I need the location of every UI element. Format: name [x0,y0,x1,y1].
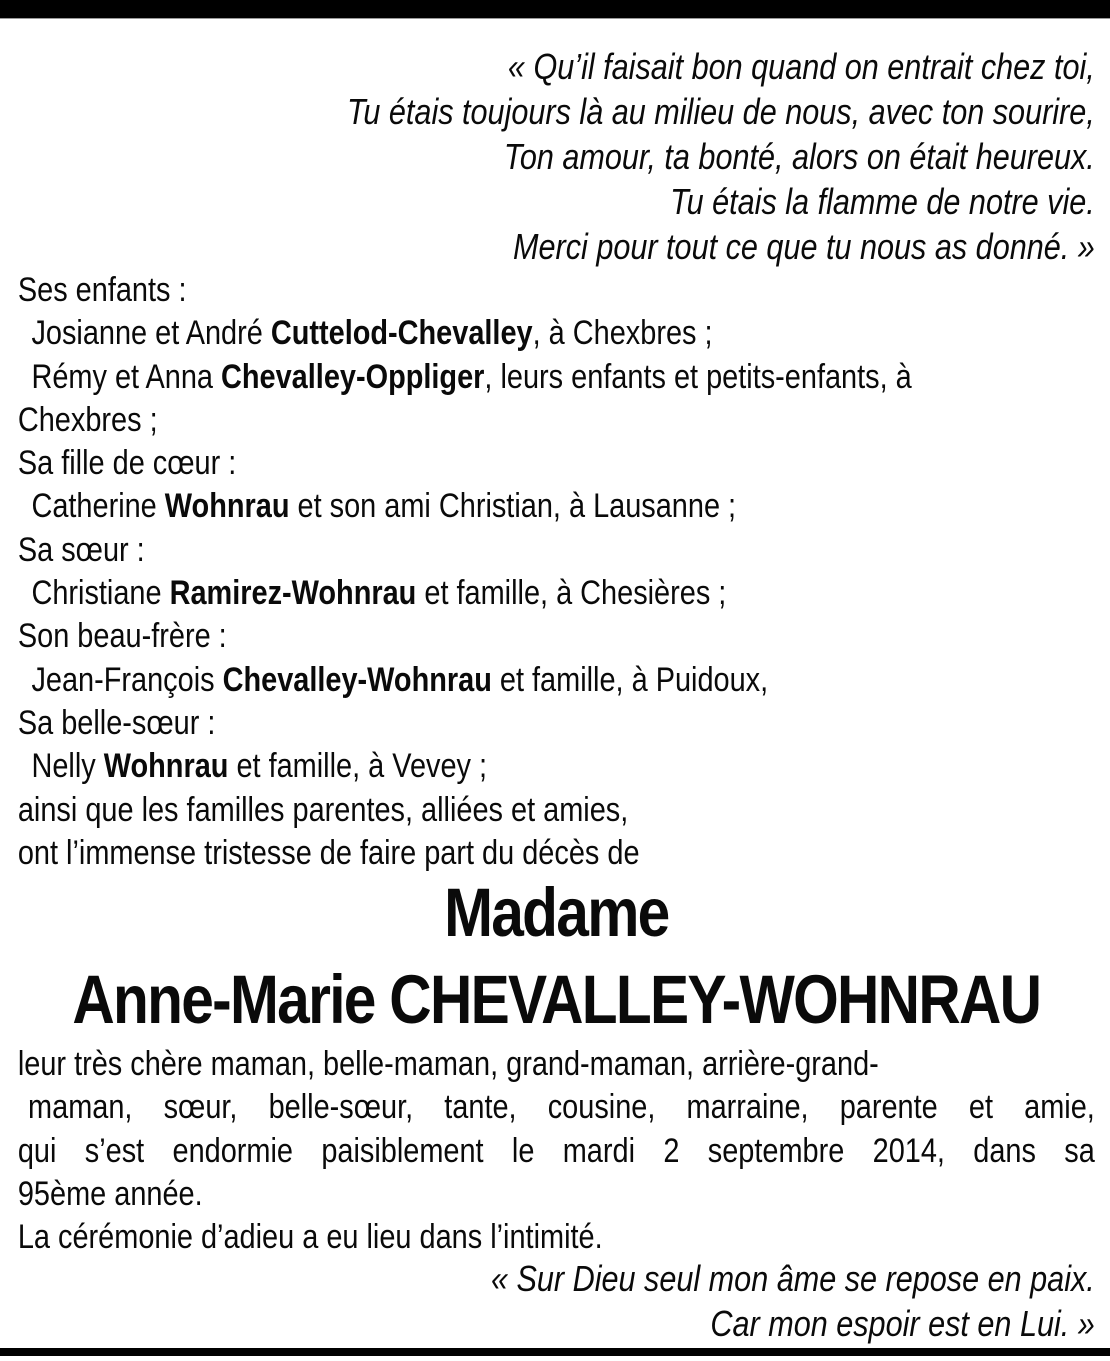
family-line-text: Josianne et André [31,314,271,353]
family-name-bold: Chevalley-Oppliger [221,357,485,396]
family-name-bold: Wohnrau [103,747,229,786]
opening-quote-line: Tu étais la flamme de notre vie. [670,181,1095,222]
family-line-text: Catherine [31,487,165,526]
family-line-text: , à Chexbres ; [532,314,713,353]
family-name-bold: Wohnrau [164,487,290,526]
family-line [18,572,1095,615]
family-line-text: Sa sœur : [17,530,145,569]
notice-text-column [0,44,1110,1346]
family-line-label [18,615,1095,658]
family-name-bold: Chevalley-Wohnrau [222,660,492,699]
opening-quote-line: Ton amour, ta bonté, alors on était heureux. [503,136,1095,177]
notice-title [0,869,1110,1043]
family-line-continuation [18,399,1095,442]
family-line-text: et famille, à Chesières ; [416,574,727,613]
family-line-text: Sa belle-sœur : [17,703,216,742]
family-line-text: et famille, à Vevey ; [228,747,488,786]
top-border-rule [0,0,1110,19]
family-line [18,745,1095,788]
family-line [18,356,1095,399]
announcement-line: maman, sœur, belle-sœur, tante, cousine, marraine, parente et amie, [28,1088,1095,1127]
announcement-line: leur très chère maman, belle-maman, grand-maman, arrière-grand- [17,1045,879,1084]
family-line-text: ainsi que les familles parentes, alliées et amies, [17,790,629,829]
family-line-label [18,442,1095,485]
title-line-madame: Madame [444,874,669,952]
family-name-bold: Cuttelod-Chevalley [270,314,533,353]
opening-quote-line: Tu étais toujours là au milieu de nous, avec ton sourire, [346,91,1095,132]
title-line-deceased-name: Anne-Marie CHEVALLEY-WOHNRAU [72,961,1041,1039]
family-line-text: Jean-François [31,660,223,699]
family-line-label [18,702,1095,745]
family-line-text: Sa fille de cœur : [17,444,237,483]
family-line-text: , leurs enfants et petits-enfants, à [484,357,912,396]
family-line-text: et son ami Christian, à Lausanne ; [289,487,737,526]
opening-quote [0,44,1110,269]
ceremony-line: La cérémonie d’adieu a eu lieu dans l’intimité. [17,1218,603,1257]
family-line [18,659,1095,702]
family-line-text: Chexbres ; [17,400,158,439]
family-line [18,312,1095,355]
family-line-text: Christiane [31,574,170,613]
family-line-label [18,269,1095,312]
closing-quote [0,1256,1110,1346]
family-line-text: Son beau-frère : [17,617,227,656]
family-line-text: Rémy et Anna [31,357,222,396]
announcement-line: qui s’est endormie paisiblement le mardi 2 septembre 2014, dans sa [17,1131,1095,1170]
family-line [18,485,1095,528]
family-line-text: et famille, à Puidoux, [491,660,769,699]
family-line-text: Ses enfants : [17,271,187,309]
family-closing-line [18,789,1095,832]
family-list [0,269,1110,875]
opening-quote-line: Merci pour tout ce que tu nous as donné. » [513,226,1095,267]
closing-quote-line: Car mon espoir est en Lui. » [710,1302,1095,1344]
family-line-text: ont l’immense tristesse de faire part du décès de [17,833,640,872]
announcement [0,1043,1110,1259]
family-name-bold: Ramirez-Wohnrau [169,574,417,613]
family-line-text: Nelly [31,747,104,786]
family-line-label [18,529,1095,572]
announcement-line: 95ème année. [17,1175,203,1214]
closing-quote-line: « Sur Dieu seul mon âme se repose en paix. [490,1257,1095,1299]
bottom-border-rule [0,1348,1110,1356]
opening-quote-line: « Qu’il faisait bon quand on entrait chez toi, [507,46,1095,87]
